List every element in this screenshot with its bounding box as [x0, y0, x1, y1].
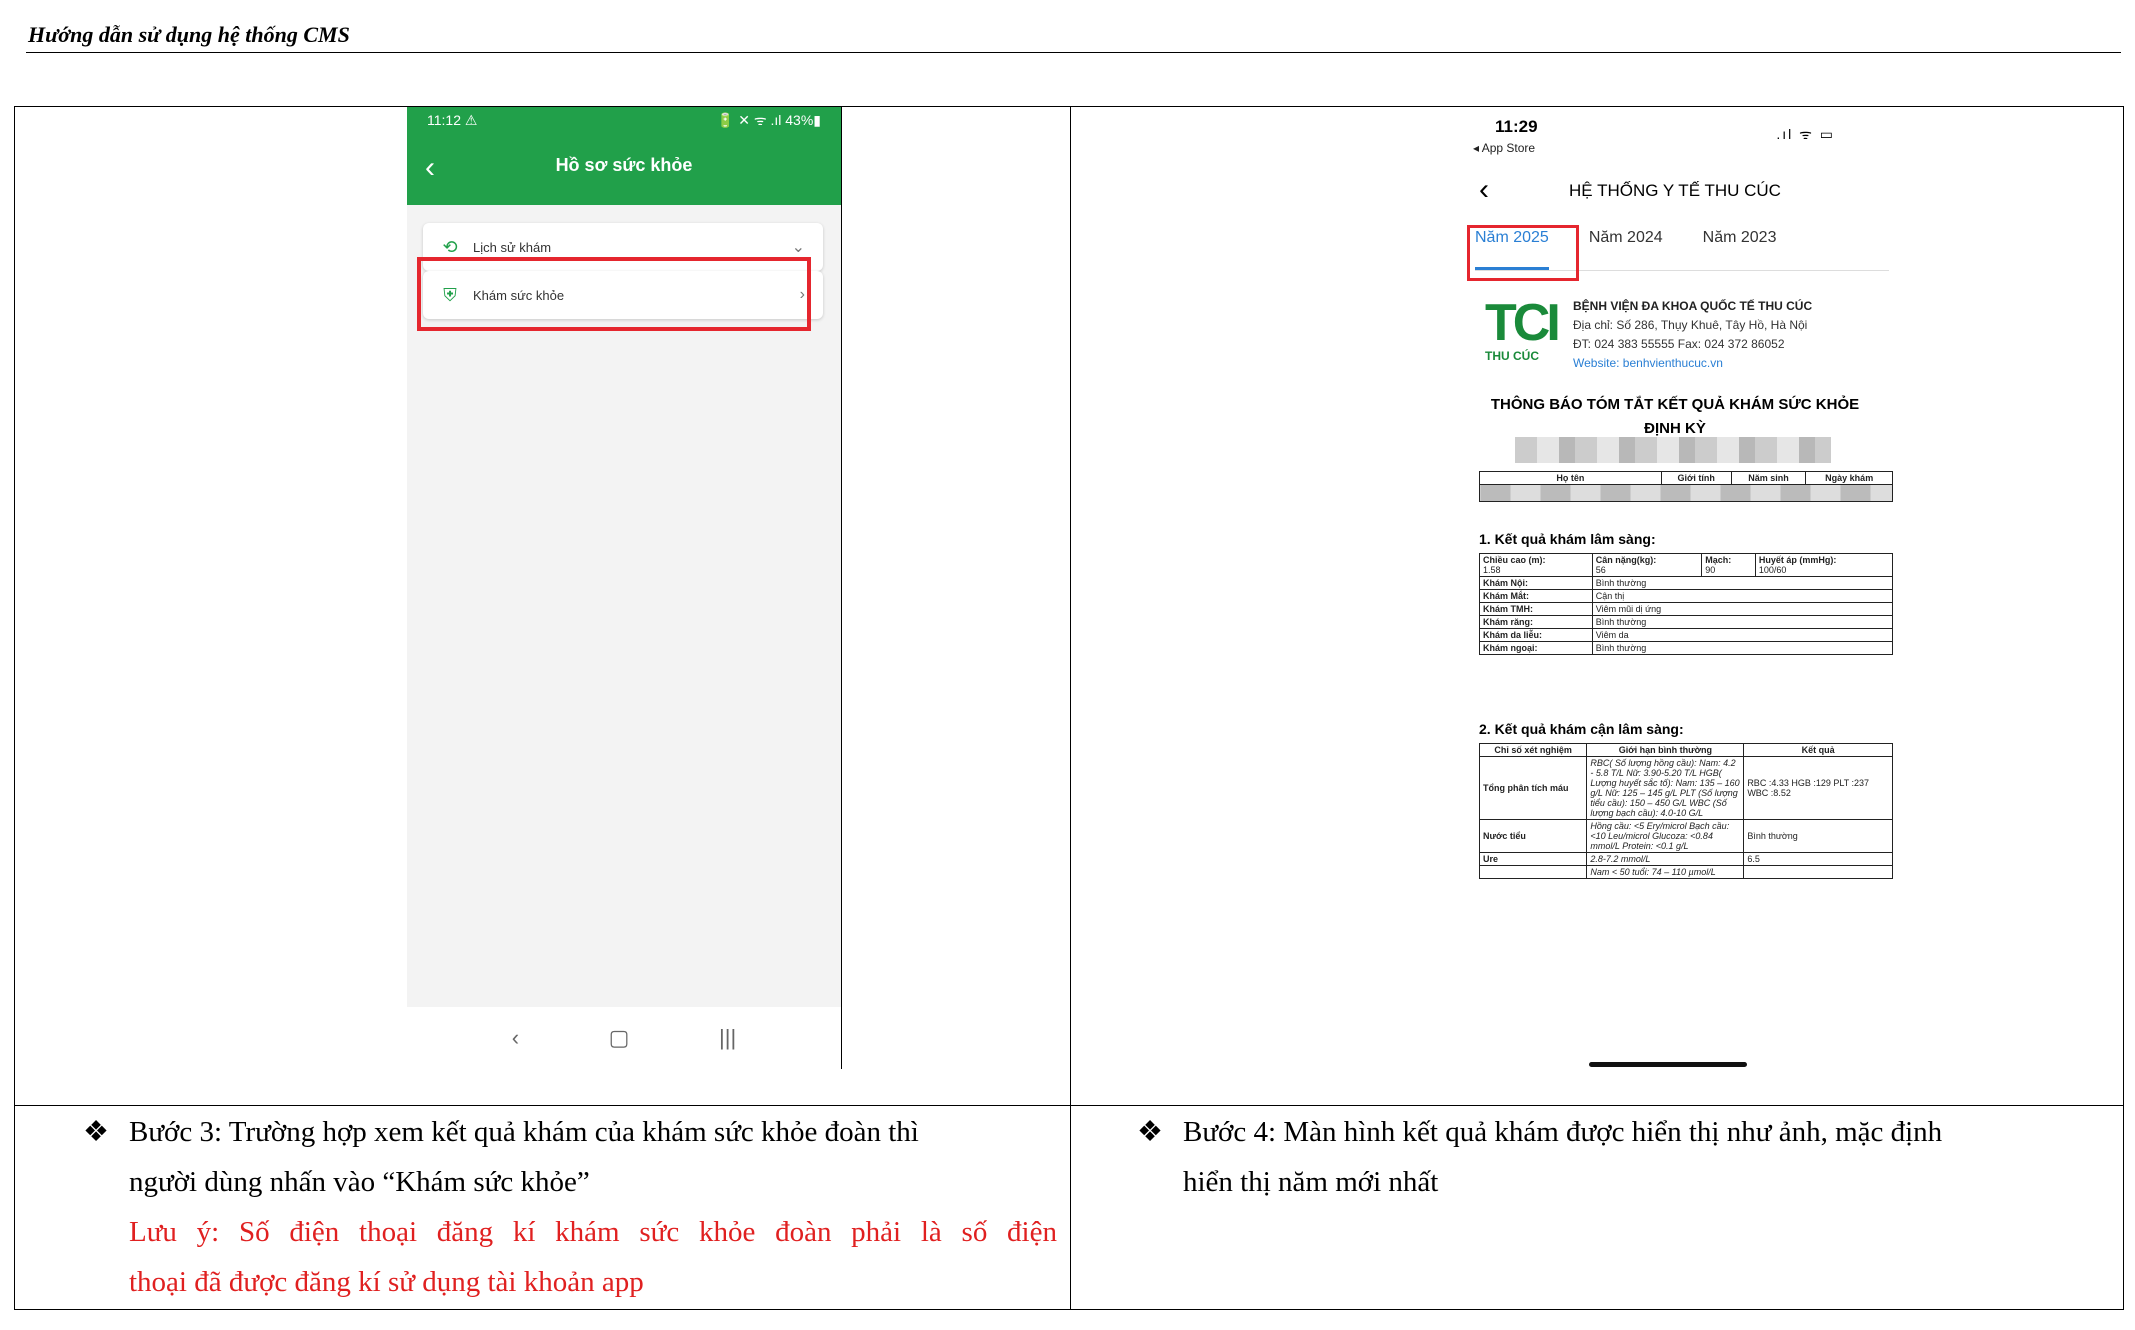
col-name: Họ tên — [1480, 472, 1662, 485]
tab-2024[interactable]: Năm 2024 — [1588, 229, 1663, 246]
chevron-down-icon: ⌄ — [791, 239, 805, 256]
hospital-name: BỆNH VIỆN ĐA KHOA QUỐC TẾ THU CÚC — [1573, 299, 1813, 313]
nav-title: HỆ THỐNG Y TẾ THU CÚC — [1569, 181, 1781, 200]
caption-line: hiển thị năm mới nhất — [1183, 1166, 1439, 1198]
status-time: 11:12 ⚠ — [427, 111, 478, 128]
blurred-name — [1515, 437, 1831, 463]
section-clinical-title: 1. Kết quả khám lâm sàng: — [1479, 531, 1656, 547]
app-bar — [407, 133, 841, 205]
tab-2025[interactable]: Năm 2025 — [1475, 229, 1549, 246]
table-row: Khám da liễu: Viêm da — [1480, 629, 1893, 642]
back-arrow-icon[interactable]: ‹ — [425, 151, 435, 184]
caption-line: Bước 4: Màn hình kết quả khám được hiển thị như ảnh, mặc định — [1183, 1116, 1943, 1148]
status-icons: 🔋 ✕ ᯤ .ıl 43%▮ — [716, 111, 821, 128]
column-divider — [1070, 107, 1071, 1309]
nav-home-icon[interactable]: ▢ — [608, 1025, 630, 1050]
caption-note: thoại đã được đăng kí sử dụng tài khoản app — [129, 1266, 644, 1298]
hospital-website[interactable]: Website: benhvienthucuc.vn — [1573, 356, 1723, 370]
home-indicator — [1589, 1062, 1747, 1067]
patient-table — [1479, 471, 1893, 502]
bullet-icon: ❖ — [83, 1116, 109, 1148]
blurred-patient-row — [1480, 485, 1893, 502]
history-icon: ⟲ — [442, 237, 458, 257]
android-nav-bar — [407, 1007, 841, 1069]
back-arrow-icon[interactable]: ‹ — [1479, 173, 1489, 206]
table-row: Ure 2.8-7.2 mmol/L 6.5 — [1480, 853, 1893, 866]
report-title-line: ĐỊNH KỲ — [1644, 420, 1706, 437]
hospital-address: Địa chỉ: Số 286, Thụy Khuê, Tây Hồ, Hà Nội — [1573, 318, 1808, 332]
menu-item-label: Lịch sử khám — [473, 239, 552, 255]
tab-2023[interactable]: Năm 2023 — [1702, 229, 1777, 246]
vital-bp: Huyết áp (mmHg): 100/60 — [1755, 554, 1892, 577]
screen-title: Hồ sơ sức khỏe — [555, 155, 693, 175]
vital-pulse: Mạch: 90 — [1702, 554, 1756, 577]
logo-subtext: THU CÚC — [1485, 349, 1539, 363]
nav-back-icon[interactable]: ‹ — [511, 1025, 520, 1050]
table-row: Khám Nội: Bình thường — [1480, 577, 1893, 590]
logo-text: TCI — [1485, 294, 1557, 352]
section-lab-title: 2. Kết quả khám cận lâm sàng: — [1479, 721, 1684, 737]
menu-item-label: Khám sức khỏe — [473, 287, 565, 303]
lab-table-viewport — [1479, 743, 1899, 1033]
status-bar — [407, 107, 841, 133]
col-indicator: Chỉ số xét nghiệm — [1480, 744, 1587, 757]
lab-table — [1479, 743, 1893, 879]
highlight-box — [417, 257, 811, 331]
shield-plus-icon: ⛨ — [443, 285, 457, 305]
table-row: Khám TMH: Viêm mũi dị ứng — [1480, 603, 1893, 616]
android-screenshot — [407, 107, 842, 1069]
vital-height: Chiều cao (m): 1.58 — [1480, 554, 1593, 577]
status-icons: .ıl ᯤ ▭ — [1776, 126, 1835, 142]
highlight-box — [1467, 225, 1579, 281]
iphone-screenshot — [1445, 107, 1905, 1077]
report-title-line: THÔNG BÁO TÓM TẮT KẾT QUẢ KHÁM SỨC KHỎE — [1490, 396, 1860, 413]
table-row: Khám Mắt: Cận thị — [1480, 590, 1893, 603]
hospital-phone: ĐT: 024 383 55555 Fax: 024 372 86052 — [1573, 337, 1785, 351]
clinical-table — [1479, 553, 1893, 655]
row-divider — [15, 1105, 2123, 1106]
vital-weight: Cân nặng(kg): 56 — [1592, 554, 1702, 577]
table-row: Nam < 50 tuổi: 74 – 110 µmol/L — [1480, 866, 1893, 879]
hospital-logo — [1485, 294, 1557, 363]
chevron-right-icon: › — [799, 286, 805, 303]
col-birth-year: Năm sinh — [1731, 472, 1806, 485]
table-row: Khám ngoại: Bình thường — [1480, 642, 1893, 655]
instruction-table — [14, 106, 2124, 1310]
caption-line: Bước 3: Trường hợp xem kết quả khám của khám sức khỏe đoàn thì — [129, 1116, 919, 1148]
nav-recents-icon[interactable]: ||| — [719, 1025, 737, 1050]
status-time: 11:29 — [1495, 117, 1538, 136]
col-exam-date: Ngày khám — [1806, 472, 1893, 485]
col-range: Giới hạn bình thường — [1587, 744, 1744, 757]
table-row: Khám răng: Bình thường — [1480, 616, 1893, 629]
report-title — [1465, 393, 1885, 441]
table-row: Tổng phân tích máu RBC( Số lượng hồng cầu): Nam: 4.2 - 5.8 T/L Nữ: 3.90-5.20 T/L HGB( Lượng huyết sắc tố): Nam: 135 – 160 g/L Nữ: 125 – 145 g/L PLT (Số lượng tiểu cầu): 150 – 450 G/L WBC (Số lượng bạch cầu): 4.0-10 G/L RBC :4.33 HGB :129 PLT :237 WBC :8.52 — [1480, 757, 1893, 820]
caption-line: người dùng nhấn vào “Khám sức khỏe” — [129, 1166, 590, 1198]
table-row: Nước tiểu Hồng cầu: <5 Ery/microl Bạch cầu: <10 Leu/microl Glucoza: <0.84 mmol/L Protein: <0.1 g/L Bình thường — [1480, 820, 1893, 853]
hospital-info — [1573, 297, 1812, 373]
caption-note: Lưu ý: Số điện thoại đăng kí khám sức khỏe đoàn phải là số điện — [129, 1216, 1057, 1248]
back-to-app-store[interactable]: ◂ App Store — [1473, 141, 1536, 155]
col-result: Kết quả — [1744, 744, 1893, 757]
col-gender: Giới tính — [1661, 472, 1731, 485]
header-divider — [26, 52, 2121, 53]
bullet-icon: ❖ — [1137, 1116, 1163, 1148]
document-header: Hướng dẫn sử dụng hệ thống CMS — [28, 22, 350, 47]
